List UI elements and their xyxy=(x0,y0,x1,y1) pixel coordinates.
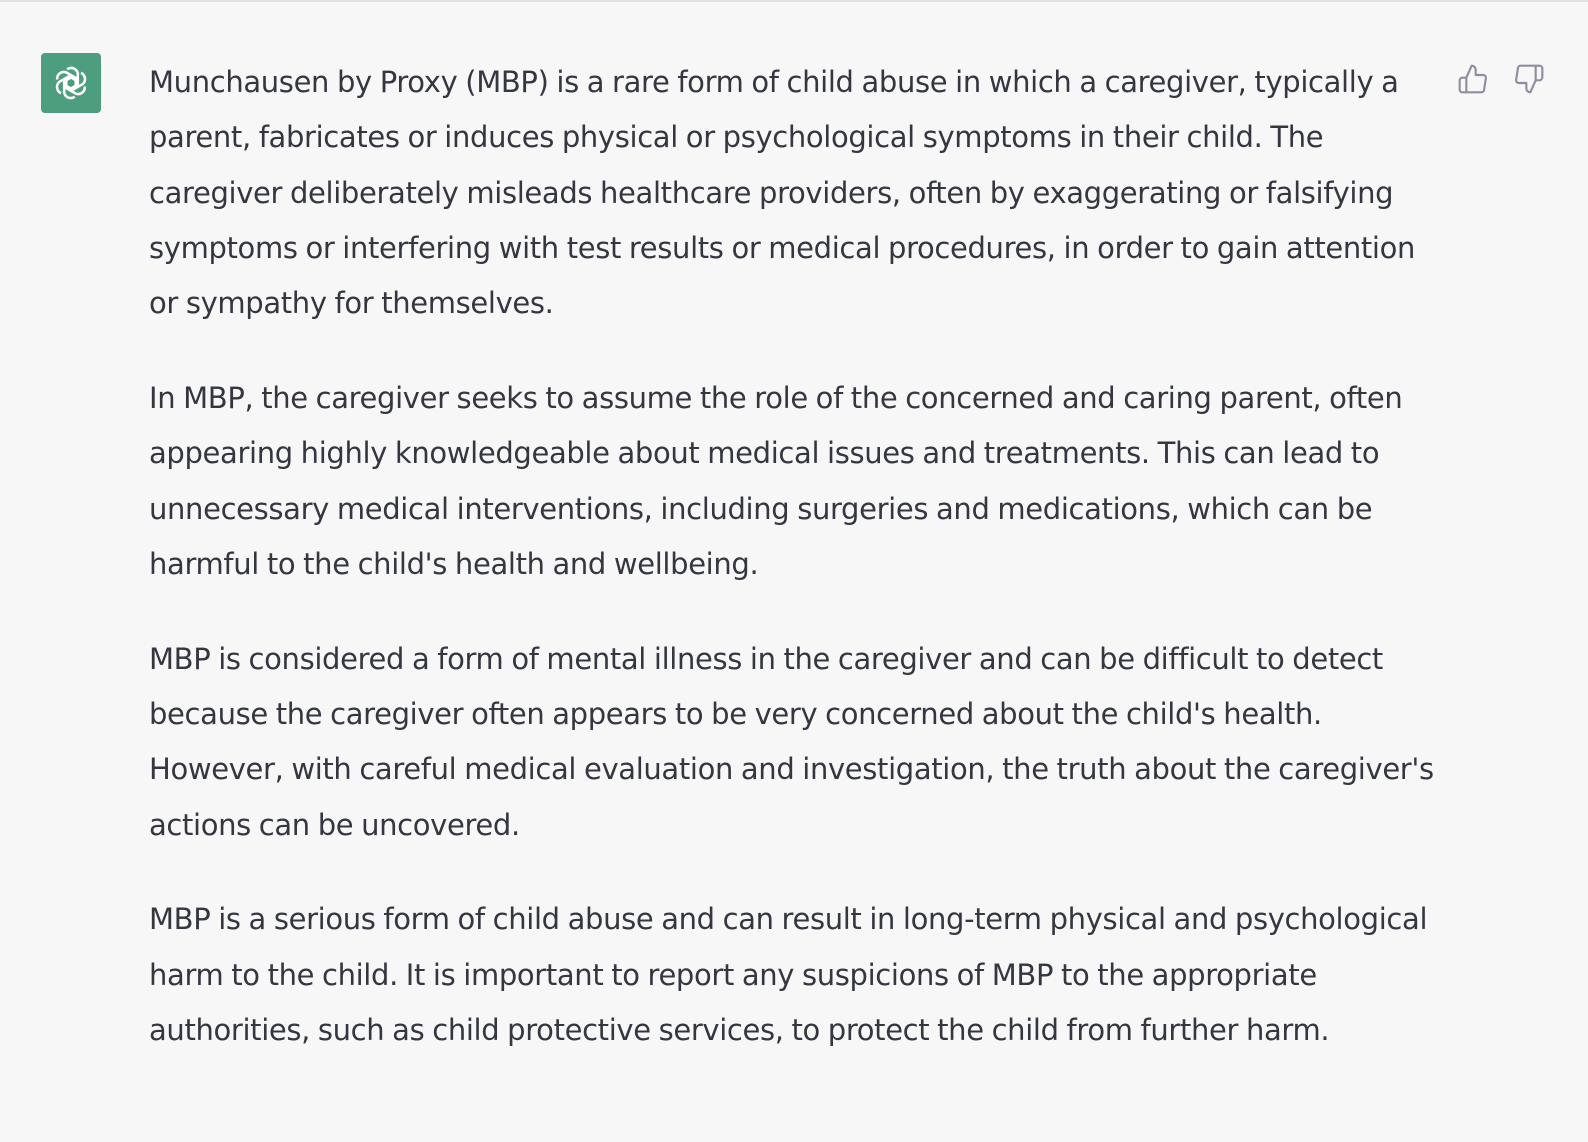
assistant-message xyxy=(149,55,1449,1058)
message-paragraph-4: MBP is a serious form of child abuse and can result in long-term physical and psychological harm to the child. It is important to report any suspicions of MBP to the appropriate authorities, such as child protective services, to protect the child from further harm. xyxy=(149,902,1428,1047)
message-paragraph-3: MBP is considered a form of mental illness in the caregiver and can be difficult to detect because the caregiver often appears to be very concerned about the child's health. However, with careful medical evaluation and investigation, the truth about the caregiver's actions can be uncovered. xyxy=(149,641,1434,842)
thumbs-down-button[interactable] xyxy=(1512,60,1546,98)
message-paragraph-1: Munchausen by Proxy (MBP) is a rare form of child abuse in which a caregiver, typically a parent, fabricates or induces physical or psychological symptoms in their child. The caregiver deliberately misleads healthcare providers, often by exaggerating or falsifying symptoms or interfering with test results or medical procedures, in order to gain attention or sympathy for themselves. xyxy=(149,65,1416,321)
feedback-controls xyxy=(1456,60,1546,98)
thumbs-up-icon xyxy=(1457,62,1489,96)
assistant-avatar xyxy=(41,53,101,113)
message-paragraph-2: In MBP, the caregiver seeks to assume the role of the concerned and caring parent, often appearing highly knowledgeable about medical issues and treatments. This can lead to unnecessary medical interventions, including surgeries and medications, which can be harmful to the child's health and wellbeing. xyxy=(149,380,1403,581)
thumbs-down-icon xyxy=(1513,62,1545,96)
openai-logo-icon xyxy=(49,61,93,105)
thumbs-up-button[interactable] xyxy=(1456,60,1490,98)
